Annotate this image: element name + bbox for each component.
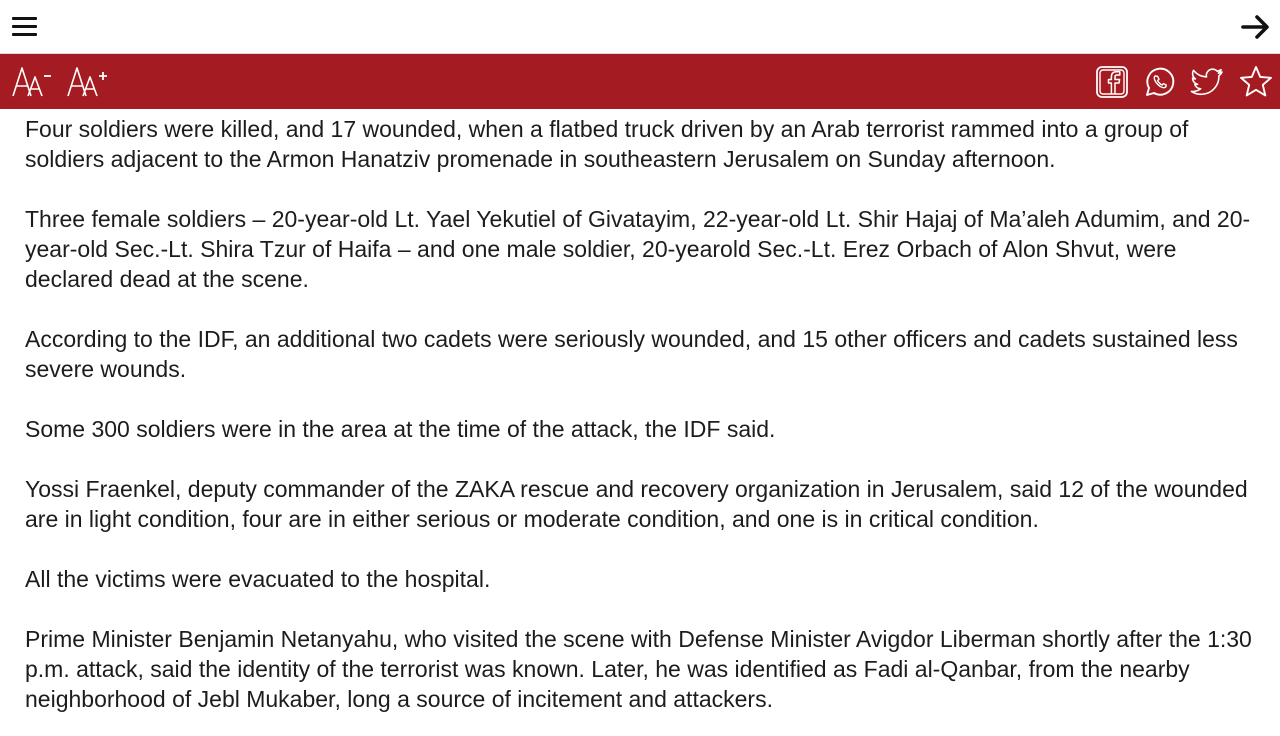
twitter-icon bbox=[1190, 64, 1226, 100]
article-paragraph: Yossi Fraenkel, deputy commander of the ZAKA rescue and recovery organization in Jerusalem, said 12 of the wounded are in light condition, four are in either serious or moderate condition, and one is in critical condition. bbox=[25, 476, 1248, 532]
bookmark-button[interactable] bbox=[1238, 64, 1274, 100]
article-paragraph: Four soldiers were killed, and 17 wounded, when a flatbed truck driven by an Arab terrorist rammed into a group of soldiers adjacent to the Armon Hanatziv promenade in southeastern Jerusalem on Sunday afternoon. bbox=[25, 116, 1189, 172]
hamburger-menu-icon[interactable] bbox=[10, 12, 40, 42]
font-decrease-button[interactable] bbox=[11, 62, 55, 100]
top-app-bar bbox=[0, 0, 1280, 54]
font-decrease-icon bbox=[11, 62, 55, 100]
whatsapp-icon bbox=[1142, 64, 1178, 100]
menu-line bbox=[12, 33, 37, 36]
arrow-right-icon[interactable] bbox=[1240, 11, 1272, 43]
menu-line bbox=[12, 17, 37, 20]
article-toolbar bbox=[0, 54, 1280, 109]
twitter-share-button[interactable] bbox=[1190, 64, 1226, 100]
font-increase-icon bbox=[66, 62, 112, 100]
facebook-share-button[interactable] bbox=[1094, 64, 1130, 100]
article-paragraph: According to the IDF, an additional two cadets were seriously wounded, and 15 other officers and cadets sustained less severe wounds. bbox=[25, 326, 1238, 382]
article-paragraph: Three female soldiers – 20-year-old Lt. Yael Yekutiel of Givatayim, 22-year-old Lt. Shir Hajaj of Ma’aleh Adumim, and 20-year-old Sec.-Lt. Shira Tzur of Haifa – and one male soldier, 20-yearold Sec.-Lt. Erez Orbach of Alon Shvut, were declared dead at the scene. bbox=[25, 206, 1251, 292]
article-paragraph: All the victims were evacuated to the hospital. bbox=[25, 566, 491, 592]
article-body bbox=[25, 114, 1265, 736]
menu-line bbox=[12, 25, 37, 28]
font-increase-button[interactable] bbox=[66, 62, 112, 100]
whatsapp-share-button[interactable] bbox=[1142, 64, 1178, 100]
article-paragraph: Some 300 soldiers were in the area at the time of the attack, the IDF said. bbox=[25, 416, 776, 442]
facebook-icon bbox=[1094, 64, 1130, 100]
article-paragraph: Prime Minister Benjamin Netanyahu, who visited the scene with Defense Minister Avigdor Liberman shortly after the 1:30 p.m. attack, said the identity of the terrorist was known. Later, he was identified as Fadi al-Qanbar, from the nearby neighborhood of Jebl Mukaber, long a source of incitement and attackers. bbox=[25, 626, 1252, 712]
star-icon bbox=[1238, 64, 1274, 100]
